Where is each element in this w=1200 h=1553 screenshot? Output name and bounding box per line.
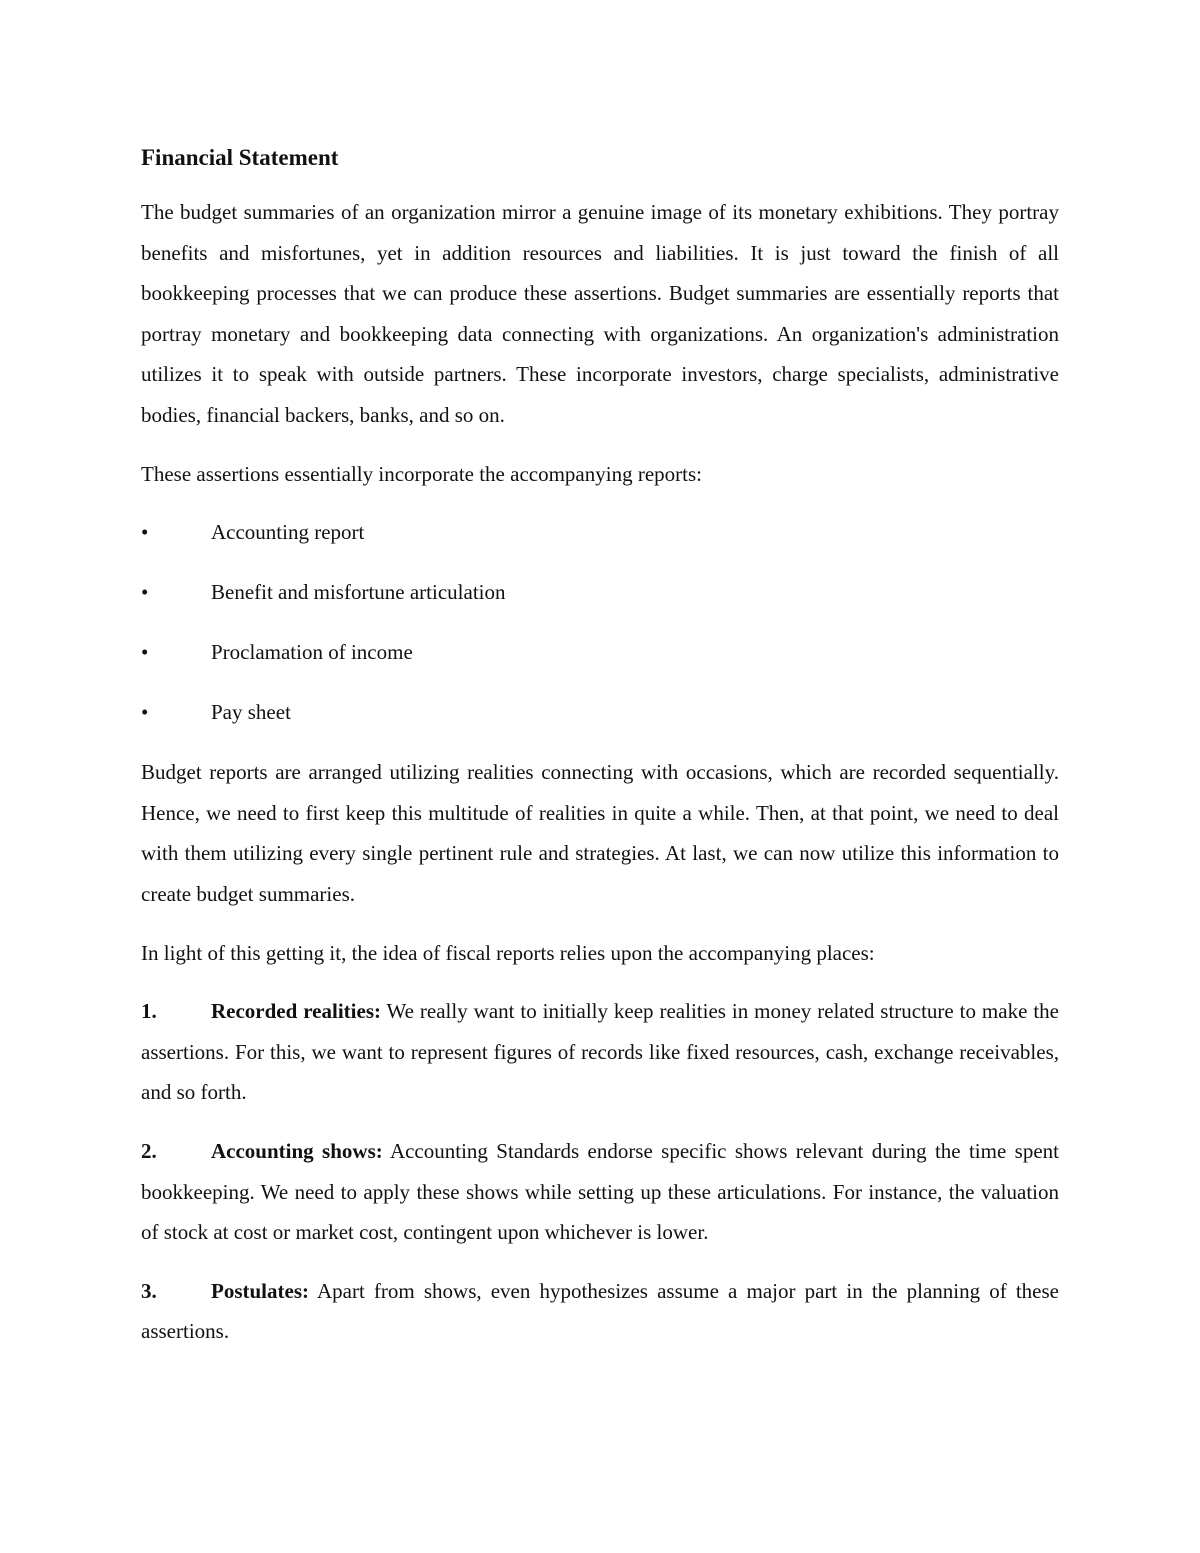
- document-title: Financial Statement: [141, 145, 339, 170]
- budget-paragraph: Budget reports are arranged utilizing realities connecting with occasions, which are recorded sequentially. Hence, we need to first keep this multitude of realities in quite a while. Then, at that point, we need to deal with them utilizing every single pertinent rule and strategies. At last, we can now utilize this information to create budget summaries.: [141, 760, 1059, 906]
- item-text: Apart from shows, even hypothesizes assume a major part in the planning of these assertions.: [141, 1278, 1059, 1344]
- item-number: 1.: [141, 999, 157, 1024]
- bullet-text: Pay sheet: [211, 700, 291, 725]
- list-item: [141, 632, 1059, 672]
- bullet-text: Accounting report: [211, 520, 365, 545]
- list-intro-paragraph: These assertions essentially incorporate the accompanying reports:: [141, 461, 702, 486]
- item-text: We really want to initially keep realities in money related structure to make the assertions. For this, we want to represent figures of records like fixed resources, cash, exchange receivables, and so forth.: [141, 999, 1059, 1105]
- numbered-item-accounting-shows: [141, 1131, 1059, 1253]
- numbered-item-postulates: [141, 1271, 1059, 1352]
- item-text: Accounting Standards endorse specific shows relevant during the time spent bookkeeping. We need to apply these shows while setting up these articulations. For instance, the valuation of stock at cost or market cost, contingent upon whichever is lower.: [141, 1138, 1059, 1245]
- bullet-icon: •: [141, 580, 149, 605]
- list-item: [141, 512, 1059, 552]
- item-number: 3.: [141, 1278, 157, 1303]
- document-page: [141, 140, 1059, 1370]
- item-term: Postulates:: [211, 1278, 309, 1303]
- item-term: Recorded realities:: [211, 999, 381, 1024]
- reports-bullet-list: [141, 512, 1059, 732]
- list-item: [141, 692, 1059, 732]
- item-number: 2.: [141, 1138, 157, 1163]
- places-intro-paragraph: In light of this getting it, the idea of fiscal reports relies upon the accompanying places:: [141, 940, 875, 965]
- bullet-text: Benefit and misfortune articulation: [211, 580, 506, 605]
- bullet-icon: •: [141, 520, 149, 545]
- bullet-icon: •: [141, 700, 149, 725]
- intro-paragraph: The budget summaries of an organization mirror a genuine image of its monetary exhibitions. They portray benefits and misfortunes, yet in addition resources and liabilities. It is just toward the finish of all bookkeeping processes that we can produce these assertions. Budget summaries are essentially reports that portray monetary and bookkeeping data connecting with organizations. An organization's administration utilizes it to speak with outside partners. These incorporate investors, charge specialists, administrative bodies, financial backers, banks, and so on.: [141, 200, 1059, 427]
- numbered-item-recorded-realities: [141, 991, 1059, 1113]
- list-item: [141, 572, 1059, 612]
- item-term: Accounting shows:: [211, 1138, 383, 1163]
- bullet-icon: •: [141, 640, 149, 665]
- bullet-text: Proclamation of income: [211, 640, 413, 665]
